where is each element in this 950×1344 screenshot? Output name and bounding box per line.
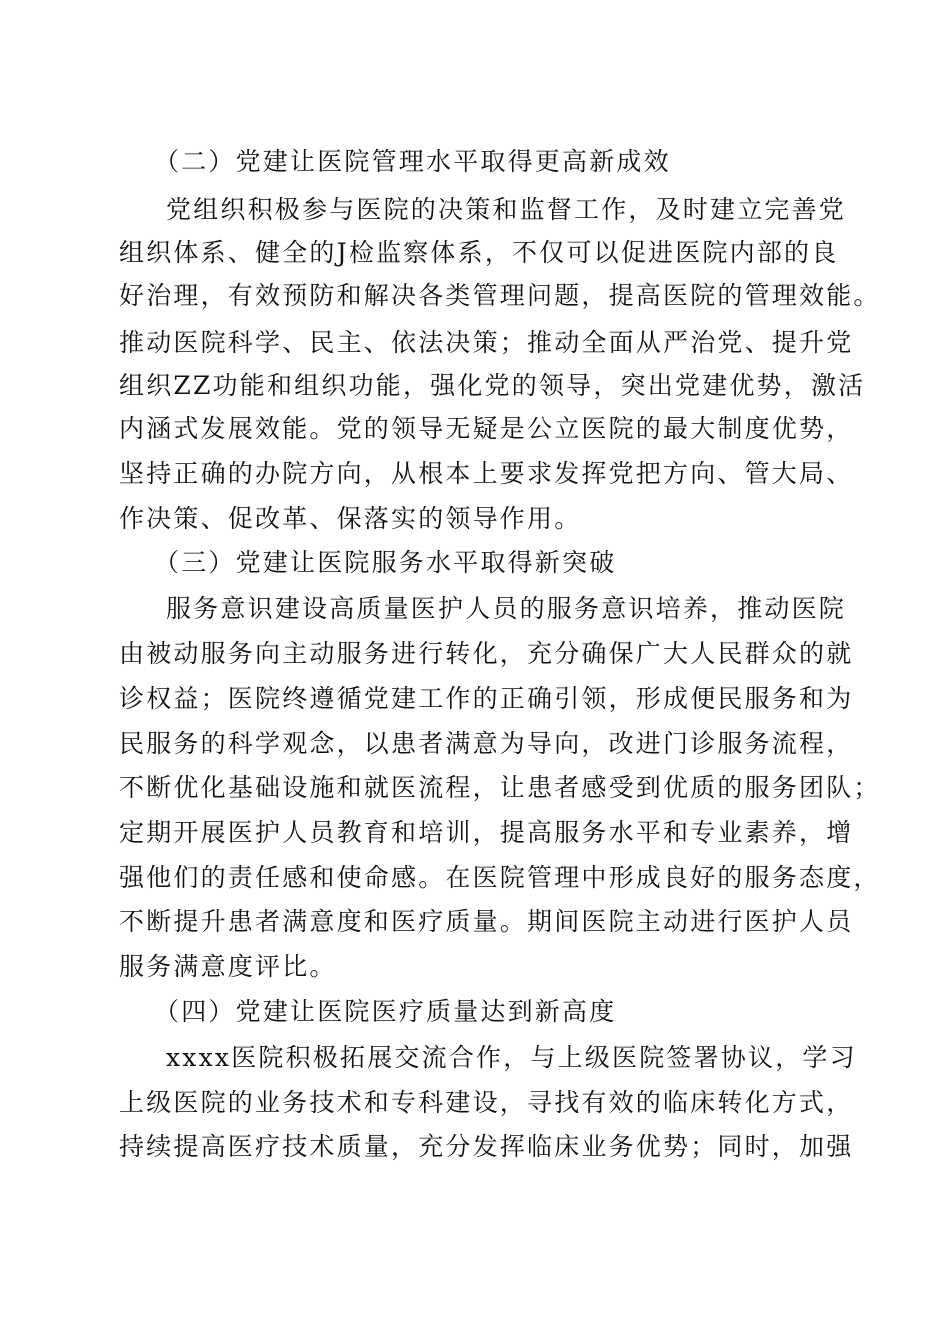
paragraph-line: 推动医院科学、民主、依法决策；推动全面从严治党、提升党 — [119, 328, 854, 357]
section-heading-4: （四）党建让医院医疗质量达到新高度 — [154, 997, 617, 1026]
section-heading-2: （二）党建让医院管理水平取得更高新成效 — [154, 147, 671, 176]
paragraph-line: 服务满意度评比。 — [119, 952, 337, 981]
paragraph-line: 坚持正确的办院方向，从根本上要求发挥党把方向、管大局、 — [119, 459, 854, 488]
section-heading-3: （三）党建让医院服务水平取得新突破 — [154, 548, 617, 577]
paragraph-line: 强他们的责任感和使命感。在医院管理中形成良好的服务态度， — [119, 863, 881, 892]
paragraph-line: 民服务的科学观念，以患者满意为导向，改进门诊服务流程， — [119, 729, 854, 758]
paragraph-line: 诊权益；医院终遵循党建工作的正确引领，形成便民服务和为 — [119, 684, 854, 713]
paragraph-line: 服务意识建设高质量医护人员的服务意识培养，推动医院 — [166, 594, 847, 623]
paragraph-line: 不断提升患者满意度和医疗质量。期间医院主动进行医护人员 — [119, 907, 854, 936]
paragraph-line: 作决策、促改革、保落实的领导作用。 — [119, 504, 582, 533]
paragraph-line: 好治理，有效预防和解决各类管理问题，提高医院的管理效能。 — [119, 281, 881, 310]
paragraph-line: 由被动服务向主动服务进行转化，充分确保广大人民群众的就 — [119, 639, 854, 668]
paragraph-line: xxxx医院积极拓展交流合作，与上级医院签署协议，学习 — [166, 1043, 857, 1072]
paragraph-line: 不断优化基础设施和就医流程，让患者感受到优质的服务团队； — [119, 773, 881, 802]
paragraph-line: 组织ZZ功能和组织功能，强化党的领导，突出党建优势，激活 — [119, 371, 866, 400]
paragraph-line: 持续提高医疗技术质量，充分发挥临床业务优势；同时，加强 — [119, 1132, 854, 1161]
paragraph-line: 内涵式发展效能。党的领导无疑是公立医院的最大制度优势， — [119, 414, 854, 443]
paragraph-line: 定期开展医护人员教育和培训，提高服务水平和专业素养，增 — [119, 818, 854, 847]
paragraph-line: 党组织积极参与医院的决策和监督工作，及时建立完善党 — [166, 195, 847, 224]
paragraph-line: 上级医院的业务技术和专科建设，寻找有效的临床转化方式， — [119, 1088, 854, 1117]
paragraph-line: 组织体系、健全的J检监察体系，不仅可以促进医院内部的良 — [119, 238, 839, 267]
